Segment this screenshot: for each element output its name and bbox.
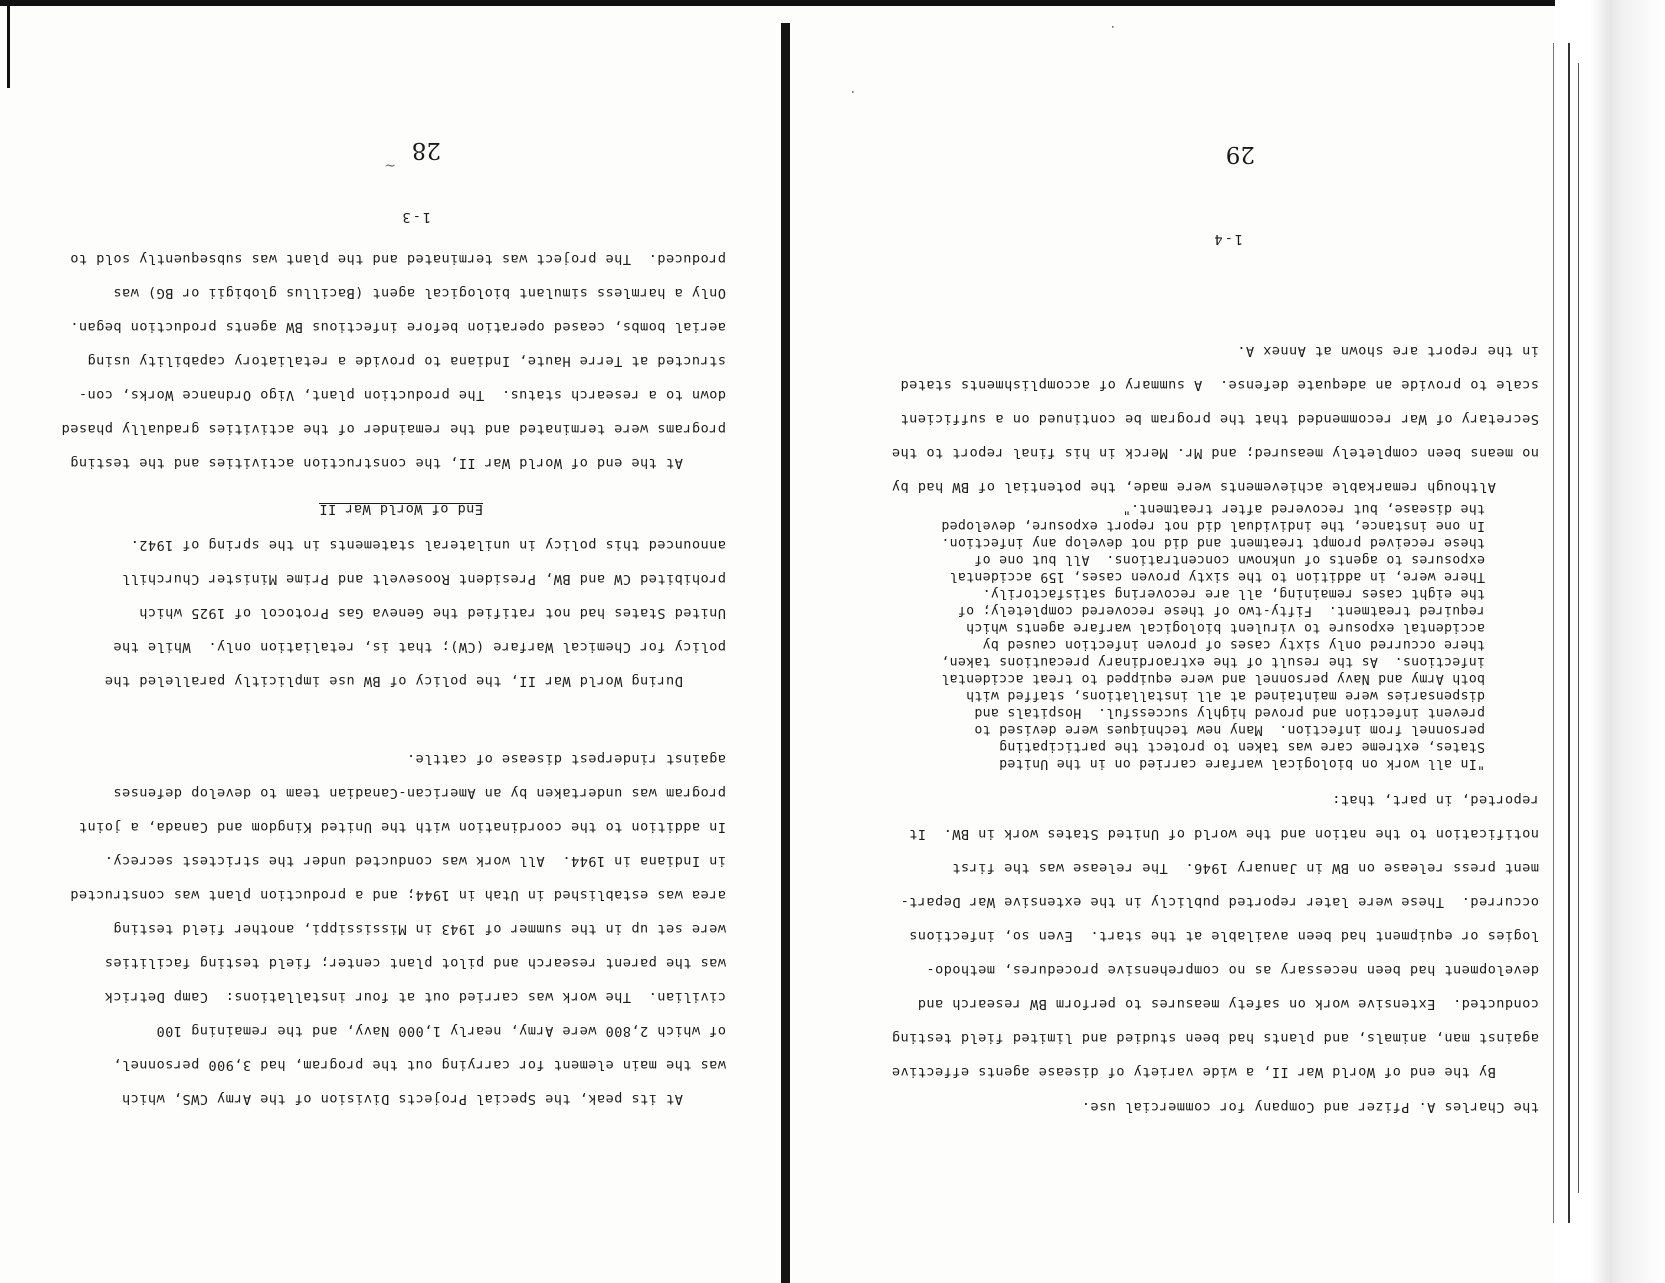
text-line: Although remarkable achievements were made, the potential of BW had by	[891, 479, 1539, 495]
scan-speck: ~	[384, 157, 396, 173]
page-footer-code: 1-4	[1212, 231, 1243, 247]
page-edge-line-thin	[1574, 63, 1579, 1193]
text-line: aerial bombs, ceased operation before infectious BW agents production began.	[69, 319, 726, 335]
text-line: policy for Chemical Warfare (CW); that is, retaliation only. While the	[112, 639, 726, 655]
section-heading: End of World War II	[318, 501, 483, 517]
scan-speck: .	[850, 87, 855, 103]
text-line: of which 2,800 were Army, nearly 1,000 Navy, and the remaining 100	[156, 1023, 726, 1039]
text-line: At the end of World War II, the construction activities and the testing	[69, 455, 726, 471]
text-line: against man, animals, and plants had been studied and limited field testing	[891, 1030, 1539, 1046]
text-line: personnel from infection. Many new techniques were devised to	[974, 722, 1485, 737]
page-number: 28	[411, 137, 441, 163]
text-line: occurred. These were later reported publicly in the extensive War Depart-	[900, 894, 1539, 910]
text-line: There were, in addition to the sixty proven cases, 159 accidental	[949, 569, 1485, 584]
text-line: in Indiana in 1944. All work was conducted under the strictest secrecy.	[104, 853, 726, 869]
text-line: program was undertaken by an American-Canadian team to develop defenses	[112, 785, 726, 801]
book-gutter-shadow	[781, 23, 790, 1283]
text-line: these received prompt treatment and did not develop any infection.	[941, 535, 1485, 550]
text-line: programs were terminated and the remainder of the activities gradually phased	[61, 421, 726, 437]
text-line: In one instance, the individual did not report exposure, developed	[941, 518, 1485, 533]
text-line: prohibited CW and BW, President Roosevelt and Prime Minister Churchill	[121, 571, 726, 587]
text-line: By the end of World War II, a wide variety of disease agents effective	[891, 1064, 1539, 1080]
text-line: scale to provide an adequate defense. A summary of accomplishments stated	[900, 377, 1539, 393]
page-28	[0, 0, 771, 1283]
text-line: In addition to the coordination with the United Kingdom and Canada, a joint	[78, 819, 726, 835]
scan-speck: .	[1110, 22, 1115, 38]
text-line: down to a research status. The production plant, Vigo Ordnance Works, con-	[78, 387, 726, 403]
text-line: in the report are shown at Annex A.	[1236, 343, 1539, 359]
text-line: Only a harmless simulant biological agent (Bacillus globigii or BG) was	[112, 285, 726, 301]
text-line: dispensaries were maintained at all installations, staffed with	[965, 688, 1485, 703]
text-line: was the parent research and pilot plant center; field testing facilities	[104, 955, 726, 971]
text-line: against rinderpest disease of cattle.	[406, 751, 726, 767]
text-line: accidental exposure to virulent biological warfare agents which	[965, 620, 1485, 635]
text-line: At its peak, the Special Projects Division of the Army CWS, which	[121, 1091, 726, 1107]
text-line: reported, in part, that:	[1331, 792, 1539, 808]
text-line: infections. As the result of the extraordinary precautions taken,	[941, 654, 1485, 669]
text-line: area was established in Utah in 1944; and a production plant was constructed	[69, 887, 726, 903]
text-line: the eight cases remaining, all are recovering satisfactorily.	[982, 586, 1485, 601]
text-line: exposures to agents of unknown concentrations. All but one of	[974, 552, 1485, 567]
text-line: States, extreme care was taken to protect the participating	[998, 739, 1485, 754]
text-line: no means been completely measured; and Mr. Merck in his final report to the	[891, 445, 1539, 461]
text-line: logies or equipment had been available at the start. Even so, infections	[908, 928, 1539, 944]
text-line: structed at Terre Haute, Indiana to provide a retaliatory capability using	[87, 353, 726, 369]
text-line: notification to the nation and the world of United States work in BW. It	[908, 826, 1539, 842]
text-line: conducted. Extensive work on safety measures to perform BW research and	[917, 996, 1539, 1012]
text-line: development had been necessary as no comprehensive procedures, methodo-	[925, 962, 1539, 978]
text-line: announced this policy in unilateral statements in the spring of 1942.	[130, 537, 726, 553]
page-edge-lines	[1553, 43, 1570, 1223]
text-line: produced. The project was terminated and the plant was subsequently sold to	[69, 251, 726, 267]
text-line: required treatment. Fifty-two of these recovered completely; of	[957, 603, 1485, 618]
text-line: the Charles A. Pfizer and Company for commercial use.	[1081, 1099, 1539, 1115]
text-line: "In all work on biological warfare carried on in the United	[998, 756, 1485, 771]
text-line: Secretary of War recommended that the program be continued on a sufficient	[900, 411, 1539, 427]
text-line: United States had not ratified the Geneva Gas Protocol of 1925 which	[138, 605, 726, 621]
page-29	[795, 0, 1555, 1283]
text-line: civilian. The work was carried out at four installations: Camp Detrick	[104, 989, 726, 1005]
text-line: both Army and Navy personnel and were equipped to treat accidental	[941, 671, 1485, 686]
text-line: prevent infection and proved highly successful. Hospitals and	[974, 705, 1485, 720]
text-line: was the main element for carrying out the program, had 3,900 personnel,	[112, 1057, 726, 1073]
text-line: were set up in the summer of 1943 in Mississippi, another field testing	[112, 921, 726, 937]
text-line: the disease, but recovered after treatment."	[1122, 501, 1485, 516]
text-line: ment press release on BW in January 1946. The release was the first	[951, 860, 1539, 876]
text-line: During World War II, the policy of BW use implicitly paralleled the	[104, 673, 726, 689]
page-edge-shadow	[1555, 0, 1665, 1283]
page-footer-code: 1-3	[400, 209, 431, 225]
page-number: 29	[1225, 141, 1255, 167]
text-line: there occurred only sixty cases of proven infection caused by	[982, 637, 1485, 652]
